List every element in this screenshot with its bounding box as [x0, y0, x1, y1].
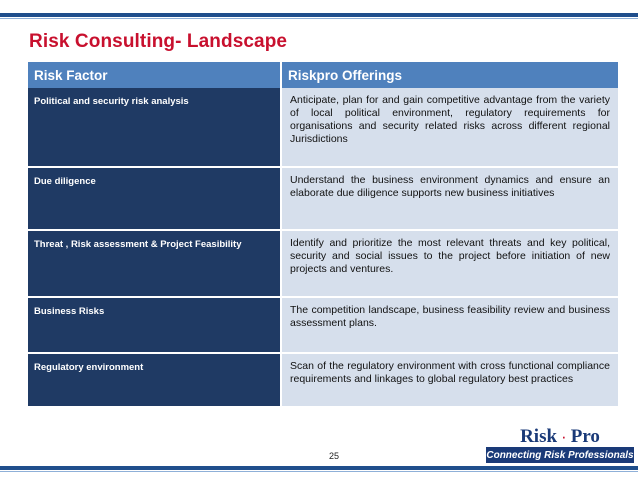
risk-factor-cell: Business Risks	[28, 297, 281, 353]
risk-factor-cell: Regulatory environment	[28, 353, 281, 407]
logo-separator-icon: ·	[561, 426, 567, 446]
table-header-row	[28, 62, 618, 88]
offering-cell: The competition landscape, business feasibility review and business assessment plans.	[281, 297, 618, 353]
header-risk-factor: Risk Factor	[28, 62, 281, 88]
risk-factor-cell: Due diligence	[28, 167, 281, 230]
table-row	[28, 230, 618, 297]
risk-factor-cell: Political and security risk analysis	[28, 88, 281, 167]
slide-title: Risk Consulting- Landscape	[29, 31, 288, 52]
risk-factor-cell: Threat , Risk assessment & Project Feasibility	[28, 230, 281, 297]
logo-wordmark	[486, 426, 634, 447]
table-row	[28, 88, 618, 167]
logo-tagline: Connecting Risk Professionals	[486, 447, 634, 463]
top-rule	[0, 13, 638, 17]
bottom-rule-accent	[0, 471, 638, 472]
bottom-rule	[0, 466, 638, 470]
table-row	[28, 353, 618, 407]
offering-cell: Anticipate, plan for and gain competitive advantage from the variety of local political environment, regulatory requirements for organisations and security related risks across different regional Jurisdictions	[281, 88, 618, 167]
top-rule-accent	[0, 18, 638, 19]
page-number: 25	[329, 451, 340, 461]
table-row	[28, 297, 618, 353]
header-riskpro-offerings: Riskpro Offerings	[281, 62, 618, 88]
logo-word-left: Risk	[520, 425, 558, 447]
table-row	[28, 167, 618, 230]
offering-cell: Understand the business environment dynamics and ensure an elaborate due diligence supports new business initiatives	[281, 167, 618, 230]
logo-word-right: Pro	[570, 425, 600, 447]
offering-cell: Identify and prioritize the most relevant threats and key political, security and social issues to the project before initiation of new projects and ventures.	[281, 230, 618, 297]
riskpro-logo	[486, 426, 634, 463]
risk-landscape-table	[28, 62, 618, 408]
offering-cell: Scan of the regulatory environment with cross functional compliance requirements and linkages to global regulatory best practices	[281, 353, 618, 407]
